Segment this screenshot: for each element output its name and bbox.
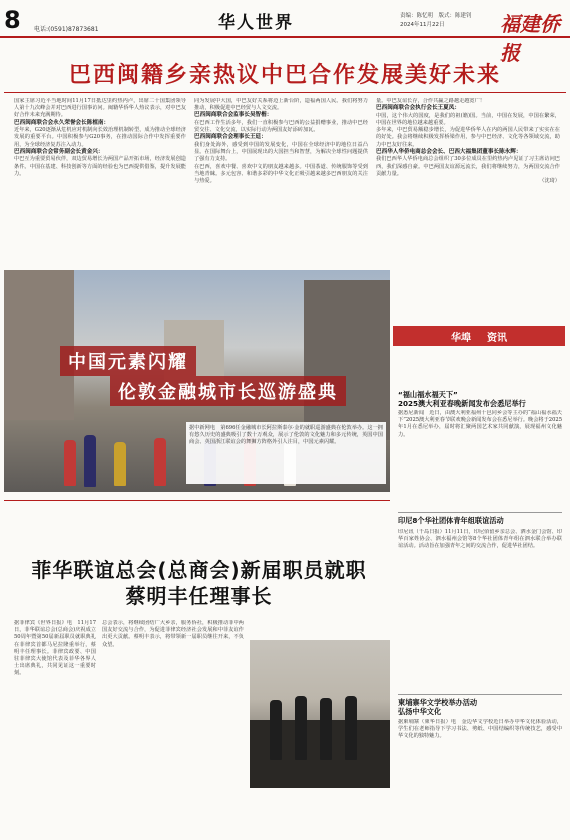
article3-headline-line1: 菲华联谊总会(总商会)新届职员就职 bbox=[31, 558, 367, 582]
sidebar-item-title: 柬埔寨华文学校举办活动 弘扬中华文化 bbox=[398, 698, 478, 716]
subheading: 巴西闽商联合会执行会长王夏凤： bbox=[376, 105, 460, 112]
sidebar-item bbox=[398, 698, 562, 829]
subheading: 巴西闽商联合会监事长吴智楷： bbox=[194, 112, 273, 119]
paragraph: 我们巴西华人华侨电商总会组织了30多位成员在里约热内卢见证了习主席访问巴西，我们深感自豪。中巴两国友谊源远流长，我们将继续努力，为两国交流合作贡献力量。 bbox=[376, 156, 560, 177]
section-rule bbox=[4, 500, 390, 501]
paragraph: 多年来，中巴贸易额稳步增长，为促进华侨华人在内的两国人民带来了实实在在的好处。我会将继续积极发挥桥梁作用，参与中巴经济、文化等各领域交流，助力中巴友好往来。 bbox=[376, 127, 560, 148]
page-number: 8 bbox=[4, 6, 21, 34]
article1-col3 bbox=[376, 98, 560, 320]
article2-body: 据中新网电 第696任金融城市长阿拉斯泰尔·金的就职巡游盛典在伦敦举办。这一拥有悠久历史的盛典吸引了数十万观众，展示了伦敦的文化魅力和多元传统，英国中国商会、英国浙江联谊会的舞狮方阵格外引人注目，中国元素闪耀。 bbox=[186, 422, 386, 484]
sidebar-item bbox=[398, 516, 562, 659]
photo-caption-line1: 中国元素闪耀 bbox=[60, 346, 196, 376]
paragraph: 量。中巴友谊长存，合作共赢之路越走越宽广！ bbox=[376, 98, 485, 104]
paragraph: 近年来，G20逐渐从危机应对机制向长效治理机制转型，成为推动全球经济发展的重要平台。中国积极参与G20事务，在推动国际合作中发挥重要作用，为全球经济复苏注入动力。 bbox=[14, 127, 186, 148]
subheading: 巴西华人华侨电商总会会长、巴西大福集团董事长陈永辉： bbox=[376, 148, 522, 155]
paragraph: 在巴西，喜欢中餐、喜欢中文的朋友越来越多。中国茶道、传统服饰等受到当地青睐。多元包容、和谐多彩的中华文化正吸引越来越多巴西朋友的关注与热爱。 bbox=[194, 163, 368, 185]
article3-headline-line2: 蔡明丰任理事长 bbox=[125, 584, 273, 608]
section-title: 华人世界 bbox=[218, 13, 294, 33]
ceremony-photo bbox=[250, 640, 390, 788]
editor-line: 责编：陈忆明 版式：陈建钊 bbox=[400, 13, 472, 19]
divider bbox=[398, 512, 562, 513]
sidebar-item-title: 印尼8个华社团体青年组联谊活动 bbox=[398, 516, 504, 525]
photo-caption-line2: 伦敦金融城市长巡游盛典 bbox=[110, 376, 346, 406]
subheading: 巴西闽商联合会理事长王廷： bbox=[194, 134, 267, 141]
paragraph: 国家主席习近平当地时间11月17日抵达里约热内卢，出席二十国集团领导人第十九次峰会并对巴西进行国事访问。闽籍华侨华人热议表示，对中巴友好合作未来充满期待。 bbox=[14, 98, 186, 119]
subheading: 巴西闽商联合会永久荣誉会长陈植南： bbox=[14, 119, 110, 126]
header-meta bbox=[400, 12, 490, 30]
sidebar-item bbox=[398, 390, 562, 468]
sidebar-label-2: 资讯 bbox=[487, 332, 507, 344]
article3-col2: 总会表示，将继续团结广大乡亲，服务侨社，积极推动菲中两国友好交流与合作，为促进菲律宾经济社会发展和中菲友谊作出更大贡献。蔡明丰表示，将带领新一届职员继往开来，不负众望。 bbox=[102, 620, 244, 648]
subheading: 巴西闽商联合会常务副会长黄金兴： bbox=[14, 148, 104, 155]
sidebar-section-header bbox=[393, 326, 565, 346]
newspaper-logo: 福建侨报 bbox=[500, 12, 560, 65]
article1-headline: 巴西闽籍乡亲热议中巴合作发展美好未来 bbox=[68, 63, 501, 88]
sidebar-item-body: 印尼讯（千岛日报）11月11日，印尼佰留乡亲总会、泗水金门会馆、印华百家姓协会、泗水福州会馆等8个华社团体青年组在泗水联合举办联谊活动。活动旨在加强青年之间的交流合作，促进华社团结。 bbox=[398, 529, 562, 550]
article3-col1: 据菲律宾《世界日报》电 11月17日，菲华联谊总会(总商会)庆祝成立50周年暨第50届新届职员就职典礼在菲律宾首都马尼拉隆重举行，蔡明丰任理事长。菲律宾政要、中国驻菲律宾大使馆代表及菲华各界人士出席典礼，共同见证这一重要时刻。 bbox=[14, 620, 96, 677]
paragraph: 中巴互为重要贸易伙伴，双边贸易增长为两国产品开拓市场，经济发展创造条件。中国在基建、科技创新等方面的经验也为巴西提供借鉴，提升发展能力。 bbox=[14, 156, 186, 177]
issue-date: 2024年11月22日 bbox=[400, 22, 445, 28]
paragraph: 同为发展中大国，中巴友好关系将迈上新台阶，造福两国人民。我们将努力推动，积极促进中巴经贸与人文交流。 bbox=[194, 98, 368, 112]
paragraph: 在巴西工作生活多年，我们一直积极参与巴西的公益捐赠事业，推动中巴经贸交往、文化交流，以实际行动为两国友好添砖加瓦。 bbox=[194, 120, 368, 134]
author-credit: （沈琦） bbox=[539, 178, 560, 185]
phone-number: 电话:(0591)87873681 bbox=[34, 26, 99, 33]
headline-rule bbox=[4, 92, 566, 93]
sidebar-item-body: 据柬埔寨（柬华日报）电 金边华文学校近日举办中华文化体验活动，学生们在老师指导下学习书法、剪纸、中国结编织等传统技艺，感受中华文化的独特魅力。 bbox=[398, 719, 562, 740]
divider bbox=[398, 694, 562, 695]
paragraph: 中国，这个伟大的国度，是我们的祖(籍)国。当前，中国在发展，中国在繁荣，中国在世界的地位越来越重要。 bbox=[376, 112, 560, 126]
sidebar-item-title: “福山福水福天下” 2025澳大利亚春晚新闻发布会悉尼举行 bbox=[398, 390, 526, 408]
article1-col1 bbox=[14, 98, 186, 264]
paragraph: 我们身处海外，感受到中国的发展变化，中国在全球经济中的地位日益凸显。在国际舞台上，中国展现出的大国担当和智慧，为解决全球性问题提供了强有力支持。 bbox=[194, 142, 368, 163]
sidebar-label-1: 华埠 bbox=[451, 332, 471, 344]
article1-col2 bbox=[194, 98, 368, 264]
sidebar-item-body: 据悉尼新闻 近日，由澳大利亚福州十邑同乡会等主办的“福山福水福天下”2025澳大利亚春节联欢晚会新闻发布会在悉尼举行。晚会将于2025年1月在悉尼举办，届时将汇聚两国艺术家共同献演，展现福州文化魅力。 bbox=[398, 410, 562, 438]
header-rule bbox=[0, 36, 570, 38]
